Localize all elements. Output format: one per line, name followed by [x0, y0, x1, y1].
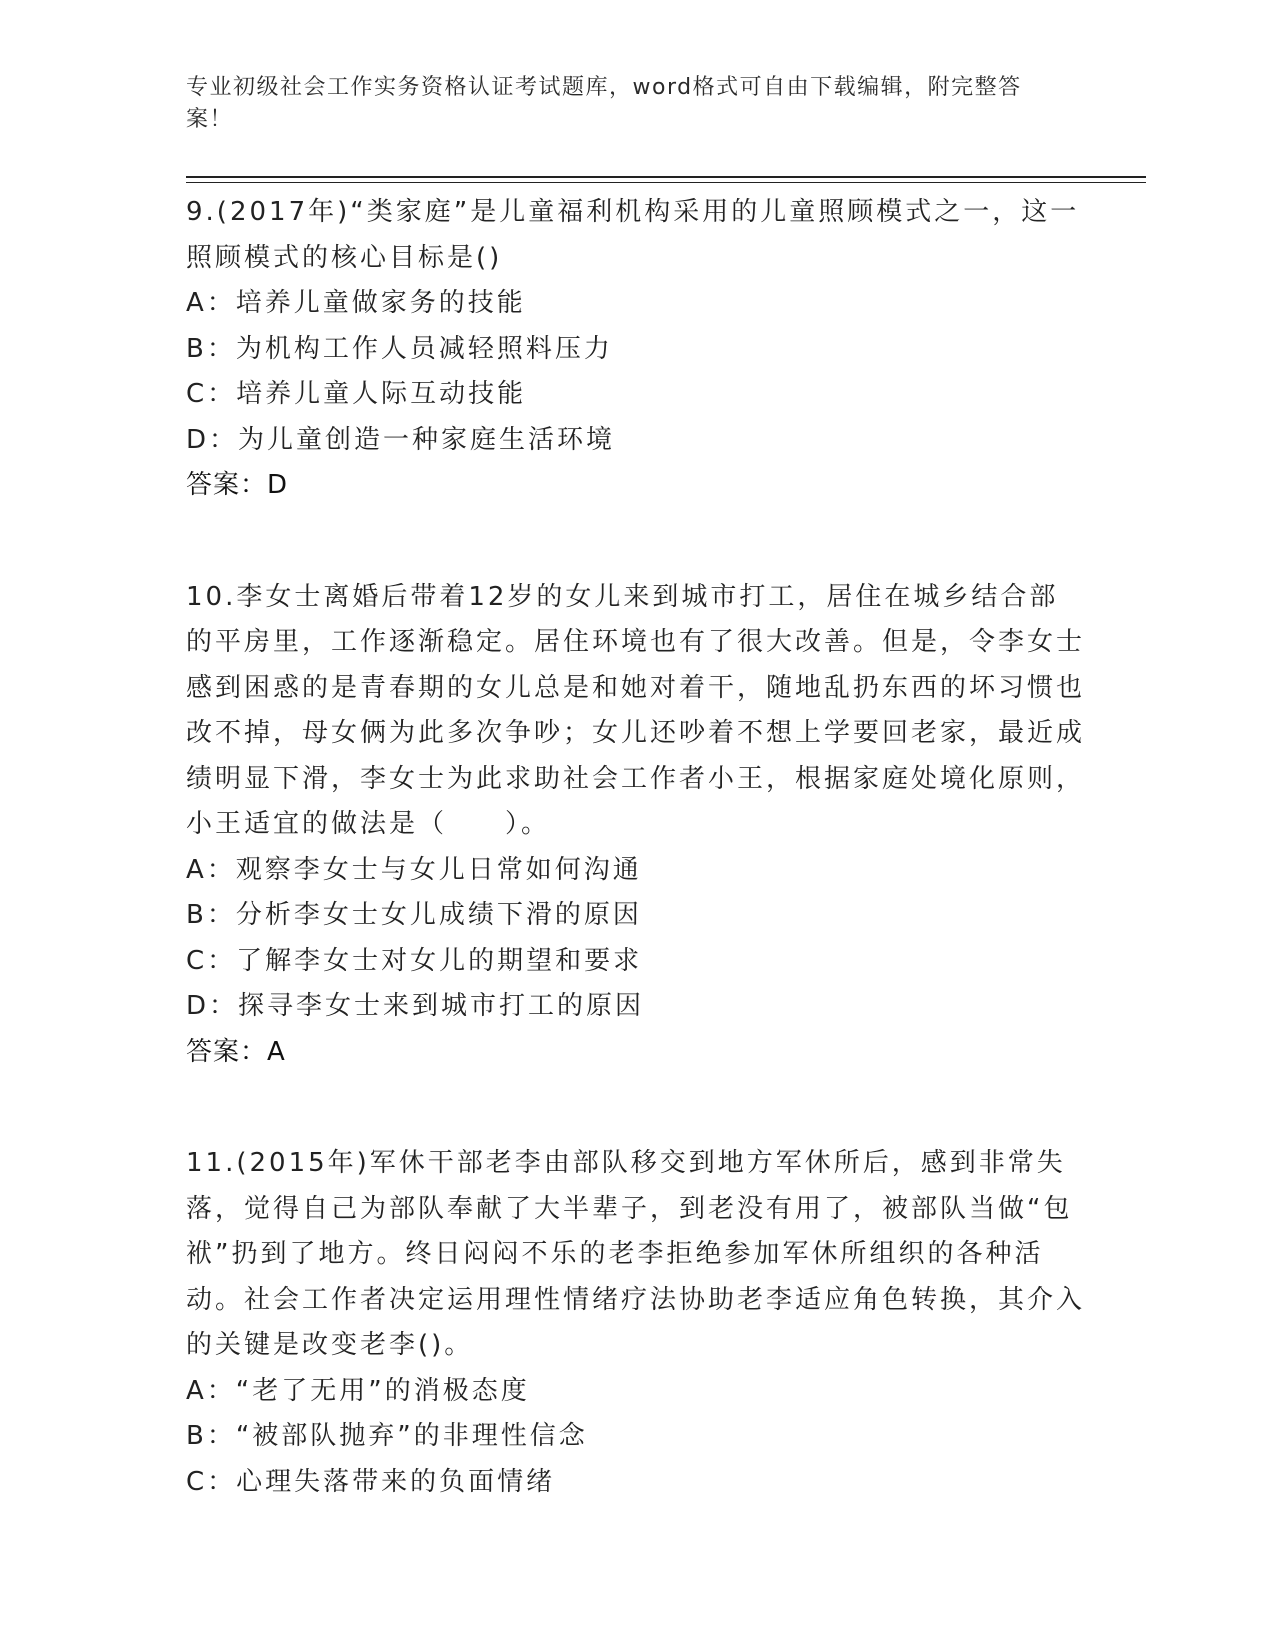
option-c: C：培养儿童人际互动技能 — [186, 379, 527, 409]
question-spacer — [186, 533, 1086, 575]
question-stem: 10.李女士离婚后带着12岁的女儿来到城市打工，居住在城乡结合部的平房里，工作逐渐稳定。居住环境也有了很大改善。但是，令李女士感到困惑的是青春期的女儿总是和她对着干，随地乱扔东西的坏习惯也改不掉，母女俩为此多次争吵；女儿还吵着不想上学要回老家，最近成绩明显下滑，李女士为此求助社会工作者小王，根据家庭处境化原则，小王适宜的做法是（ ）。 — [186, 581, 1086, 839]
option-a: A：培养儿童做家务的技能 — [186, 288, 526, 318]
question-list — [186, 190, 1086, 1529]
option-a: A：观察李女士与女儿日常如何沟通 — [186, 854, 642, 885]
header-divider-thick — [186, 176, 1146, 178]
answer-line: 答案：D — [186, 470, 289, 500]
option-d: D：为儿童创造一种家庭生活环境 — [186, 424, 616, 455]
question-11 — [186, 1141, 1086, 1505]
document-header: 专业初级社会工作实务资格认证考试题库，word格式可自由下载编辑，附完整答案！ — [186, 75, 1022, 132]
option-c: C：了解李女士对女儿的期望和要求 — [186, 945, 643, 976]
question-9 — [186, 190, 1086, 509]
option-c: C：心理失落带来的负面情绪 — [186, 1466, 556, 1497]
question-10 — [186, 575, 1086, 1076]
question-stem: 11.(2015年)军休干部老李由部队移交到地方军休所后，感到非常失落，觉得自己为部队奉献了大半辈子，到老没有用了，被部队当做“包袱”扔到了地方。终日闷闷不乐的老李拒绝参加军休所组织的各种活动。社会工作者决定运用理性情绪疗法协助老李适应角色转换，其介入的关键是改变老李()。 — [186, 1148, 1086, 1360]
question-spacer — [186, 1099, 1086, 1141]
answer-line: 答案：A — [186, 1036, 286, 1067]
option-b: B：“被部队抛弃”的非理性信念 — [186, 1421, 588, 1451]
option-b: B：分析李女士女儿成绩下滑的原因 — [186, 900, 642, 930]
option-d: D：探寻李女士来到城市打工的原因 — [186, 991, 645, 1021]
option-a: A：“老了无用”的消极态度 — [186, 1375, 530, 1406]
option-b: B：为机构工作人员减轻照料压力 — [186, 333, 613, 364]
question-stem: 9.(2017年)“类家庭”是儿童福利机构采用的儿童照顾模式之一，这一照顾模式的核心目标是() — [186, 197, 1080, 273]
header-divider-thin — [186, 182, 1146, 183]
